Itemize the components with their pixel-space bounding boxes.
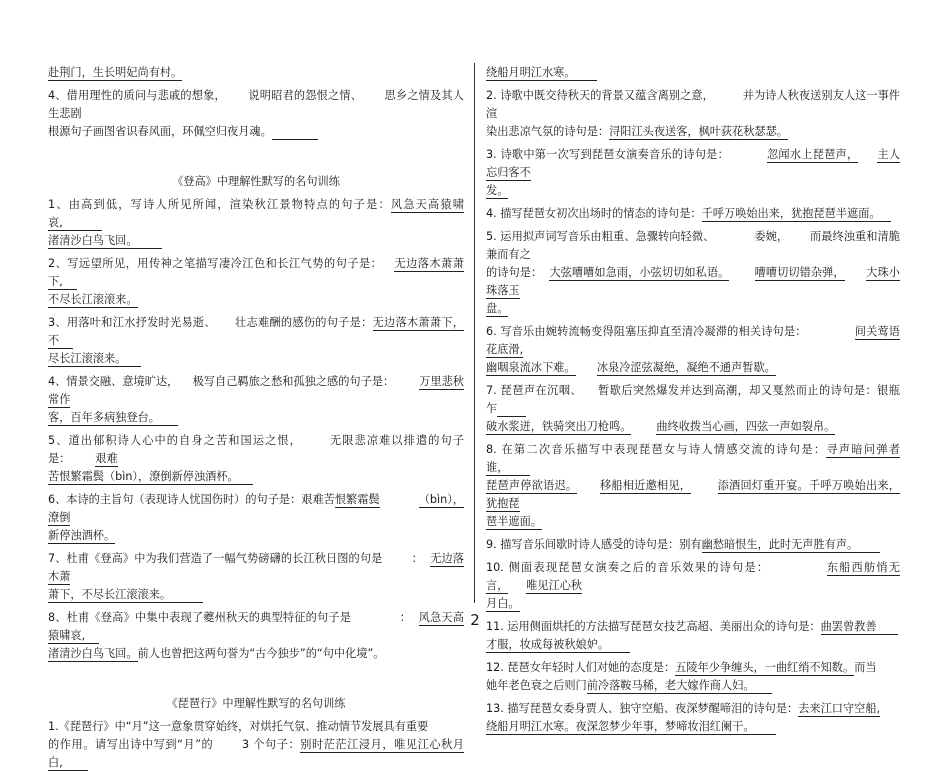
- answer-blank: 万里悲秋常作: [48, 375, 464, 406]
- answer-blank: 浔阳江头夜送客，枫叶荻花秋瑟瑟。: [609, 125, 789, 138]
- answer-blank: 艰难: [95, 452, 118, 465]
- question-12: 12. 琵琶女年轻时人们对她的态度是：五陵年少争缠头，一曲红绡不知数。而当 她年老色衰之后则门前冷落鞍马稀，老大嫁作商人妇。: [486, 661, 877, 692]
- answer-blank: 别时茫茫江浸月，唯见江心秋月白,: [48, 738, 464, 769]
- column-divider: [474, 63, 475, 603]
- answer-blank: 忽闻水上琵琶声，: [766, 148, 859, 161]
- question-4-zhaojun: 4、借用理性的质问与悲戚的想象， 说明昭君的怨恨之情、 思乡之情及其人生悲剧 根源句子画图省识春风面，环佩空归夜月魂。: [48, 89, 464, 138]
- answer-blank: 恨繁霜鬓: [334, 493, 380, 506]
- question-7: 7. 琵琶声在沉咽、 暂歇后突然爆发并达到高潮，却又戛然而止的诗句是：银瓶乍 破水浆迸，铁骑突出刀枪鸣。 曲终收拨当心画，四弦一声如裂帛。: [486, 384, 900, 433]
- question-1: 1、由高到低，写诗人所见所闻，渲染秋江景物特点的句子是：风急天高猿啸哀, 渚清沙白鸟飞回。: [48, 198, 464, 247]
- answer-blank: 风急天高猿啸哀,: [48, 198, 464, 229]
- answer-blank: 尽长江滚滚来。: [48, 352, 127, 365]
- question-8: 8、杜甫《登高》中集中表现了夔州秋天的典型特征的句子是 ： 风急天高猿啸哀, 渚清沙白鸟飞回。前人也曾把这两句誉为“古今独步”的“句中化境”。: [48, 611, 464, 660]
- question-2: 2. 诗歌中既交待秋天的背景又蕴含离别之意， 并为诗人秋夜送别友人这一事件渲 染出悲凉气氛的诗句是：浔阳江头夜送客，枫叶荻花秋瑟瑟。: [486, 89, 900, 138]
- answer-blank: 赴荆门，生长明妃尚有村。: [48, 66, 183, 79]
- section-title-pipaxing: 《琵琶行》中理解性默写的名句训练: [166, 697, 346, 710]
- answer-blank: 发。: [486, 184, 509, 197]
- question-4: 4、情景交融、意境旷达， 极写自己羁旅之愁和孤独之感的句子是： 万里悲秋常作 客，百年多病独登台。: [48, 375, 464, 424]
- answer-blank: 绕船月明江水寒。夜深忽梦少年事，梦啼妆泪红阑干。: [486, 720, 755, 733]
- answer-blank: 幽愁暗恨生，此时无声胜有声。: [701, 538, 859, 551]
- left-column: [48, 64, 464, 777]
- question-6: 6. 写音乐由婉转流畅变得阻塞压抑直至清冷凝滞的相关诗句是： 间关莺语花底滑, 幽咽泉流冰下难。 冰泉冷涩弦凝绝，凝绝不通声暂歇。: [486, 325, 900, 374]
- answer-blank: 五陵年少争缠头，一曲红绡不知数。: [675, 661, 855, 674]
- section-title-denggao: 《登高》中理解性默写的名句训练: [172, 175, 340, 188]
- question-11: 11. 运用侧面烘托的方法描写琵琶女技艺高超、美丽出众的诗句是：曲罢曾教善 才服，妆成每被秋娘妒。: [486, 618, 900, 654]
- answer-blank: 琶半遮面。: [486, 515, 542, 528]
- answer-blank: 盘。: [486, 302, 509, 315]
- question-8: 8. 在第二次音乐描写中表现琵琶女与诗人情感交流的诗句是：寻声暗问弹者谁， 琵琶声停欲语迟。 移船相近邀相见， 添酒回灯重开宴。千呼万唤始出来，犹抱琵 琶半遮面。: [486, 443, 900, 528]
- answer-blank: 月白。: [486, 597, 520, 610]
- question-1-moon: 1.《琵琶行》中“月”这一意象贯穿始终，对烘托气氛、推动情节发展具有重要 的作用。请写出诗中写到“月”的 3 个句子：别时茫茫江浸月，唯见江心秋月白,: [48, 720, 464, 769]
- answer-blank: 无边落木萧萧下,: [48, 257, 465, 288]
- question-5: 5. 运用拟声词写音乐由粗重、急骤转向轻微、 委婉， 而最终浊重和清脆兼而有之 的诗句是： 大弦嘈嘈如急雨，小弦切切如私语。 嘈嘈切切错杂弹， 大珠小珠落玉 盘。: [486, 230, 900, 315]
- text-line: [486, 64, 900, 82]
- question-4: 4. 描写琵琶女初次出场时的情态的诗句是：千呼万唤始出来，犹抱琵琶半遮面。: [486, 205, 900, 223]
- answer-blank: [272, 125, 318, 140]
- answer-blank: 客，百年多病独登台。: [48, 411, 160, 424]
- question-3: 3、用落叶和江水抒发时光易逝、 壮志难酬的感伤的句子是：无边落木萧萧下，不 尽长江滚滚来。: [48, 316, 464, 365]
- answer-blank: 新停浊酒杯。: [48, 529, 116, 542]
- question-7: 7、杜甫《登高》中为我们营造了一幅气势磅礴的长江秋日图的句是 ： 无边落木萧 萧下，不尽长江滚滚来。: [48, 552, 464, 601]
- page-number: 2: [470, 611, 480, 629]
- answer-blank: 才服，妆成每被秋娘妒。: [486, 638, 610, 651]
- question-10: 10. 侧面表现琵琶女演奏之后的音乐效果的诗句是： 东船西舫悄无言， 唯见江心秋 月白。: [486, 561, 900, 610]
- answer-blank: 琵琶声停欲语迟。: [486, 479, 578, 492]
- question-13: 13. 描写琵琶女委身贾人、独守空船、夜深梦醒啼泪的诗句是：去来江口守空船, 绕船月明江水寒。夜深忽梦少年事，梦啼妆泪红阑干。: [486, 702, 881, 733]
- answer-blank: 渚清沙白鸟飞回。: [48, 647, 138, 660]
- answer-blank: 千呼万唤始出来，犹抱琵琶半遮面。: [701, 207, 881, 220]
- answer-blank: 间关莺语花底滑,: [486, 325, 900, 356]
- text-line: [48, 64, 464, 82]
- answer-blank: 无边落木萧萧下，不: [48, 316, 464, 347]
- question-9: 9. 描写音乐间歇时诗人感受的诗句是：别有幽愁暗恨生，此时无声胜有声。: [486, 536, 900, 554]
- answer-blank: 无边落木萧: [48, 552, 464, 583]
- answer-blank: 幽咽泉流冰下难。: [486, 361, 576, 374]
- answer-blank: 前冷落鞍马稀，老大嫁作商人妇。: [586, 679, 755, 692]
- answer-blank: 去来江口守空船,: [798, 702, 881, 715]
- answer-blank: 大弦嘈嘈如急雨，小弦切切如私语。: [549, 266, 730, 279]
- answer-blank: 不尽长江滚滚来。: [48, 293, 138, 306]
- answer-blank: 绕船月明江水寒。: [486, 66, 576, 79]
- answer-blank: 寻声暗问弹者谁，: [486, 443, 900, 474]
- answer-blank: 萧下，不尽长江滚滚来。: [48, 588, 172, 601]
- question-6: 6、本诗的主旨句（表现诗人忧国伤时）的句子是：艰难苦恨繁霜鬓 （bìn），潦倒 新停浊酒杯。: [48, 493, 464, 542]
- answer-blank: 东船西舫悄无言，: [486, 561, 900, 592]
- question-5: 5、道出郁积诗人心中的自身之苦和国运之恨， 无限悲凉难以排遣的句子是： 艰难 苦恨繁霜鬓（bìn），潦倒新停浊酒杯。: [48, 434, 465, 483]
- right-column: [486, 64, 900, 741]
- answer-blank: 破水浆迸，铁骑突出刀枪鸣。: [486, 420, 632, 433]
- answer-blank: 渚清沙白鸟飞回。: [48, 234, 138, 247]
- answer-blank: 苦恨繁霜鬓（bìn），潦倒新停浊酒杯。: [48, 470, 239, 483]
- answer-blank: 曲罢曾教善: [820, 620, 877, 633]
- answer-blank: 风急天高猿啸哀,: [48, 611, 464, 642]
- question-3: 3. 诗歌中第一次写到琵琶女演奏音乐的诗句是： 忽闻水上琵琶声， 主人忘归客不 发。: [486, 148, 901, 197]
- question-2: 2、写远望所见，用传神之笔描写凄冷江色和长江气势的句子是： 无边落木萧萧下, 不尽长江滚滚来。: [48, 257, 465, 306]
